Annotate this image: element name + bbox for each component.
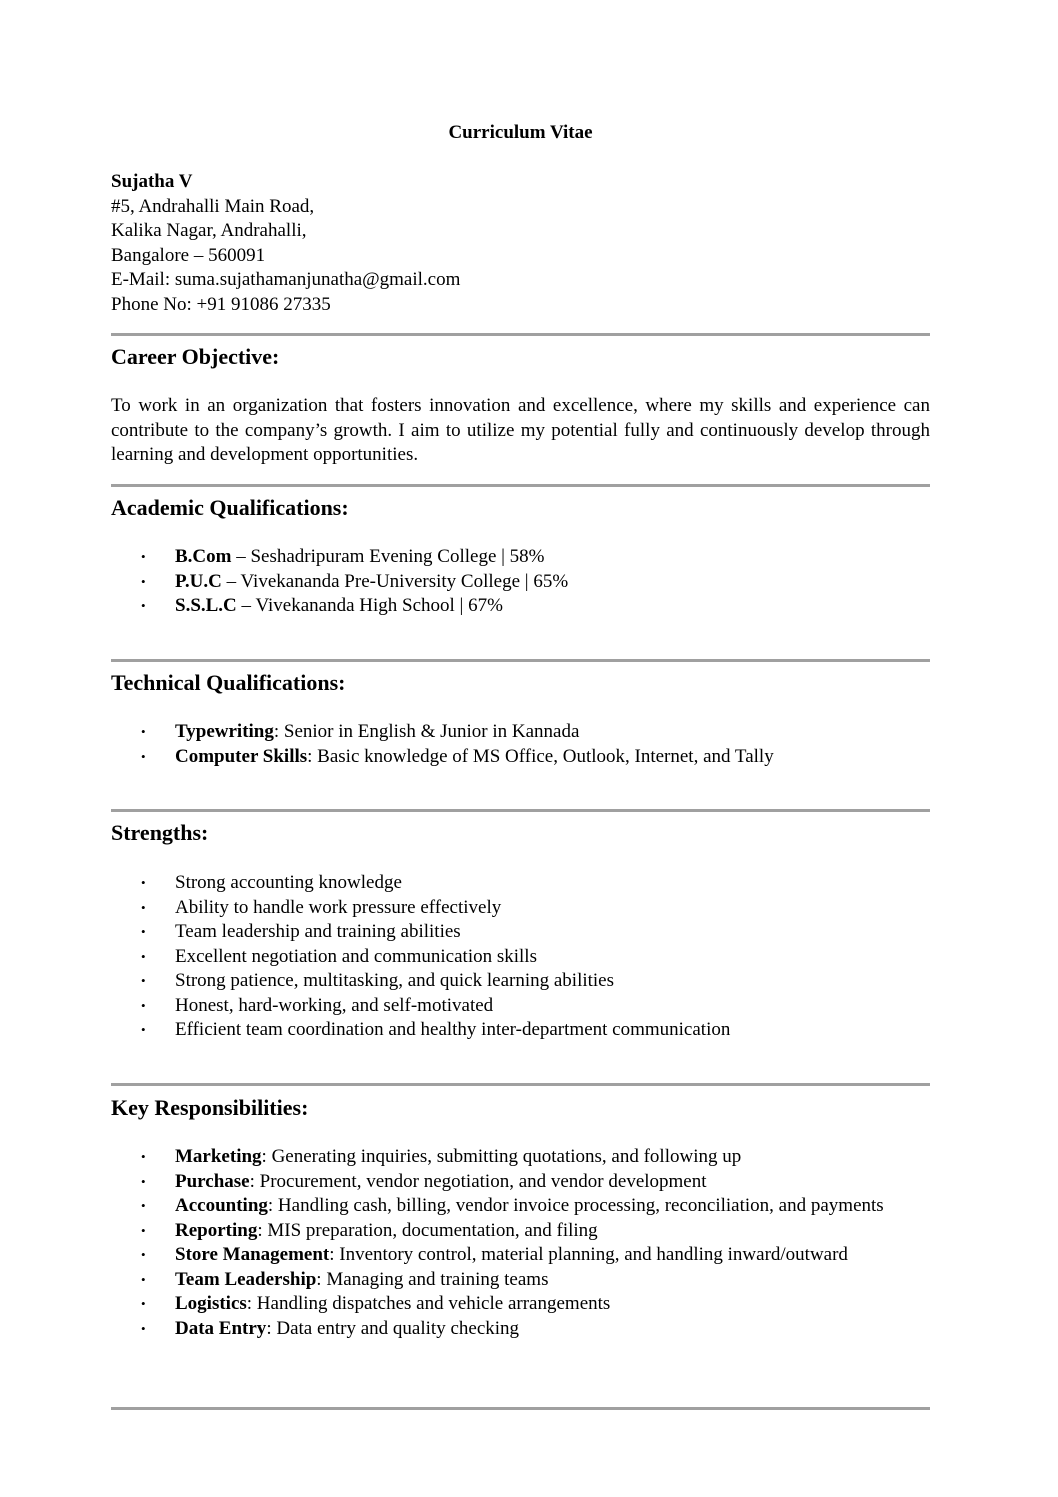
list-item-text: : Procurement, vendor negotiation, and vendor development	[249, 1170, 707, 1192]
career-objective-heading: Career Objective:	[111, 344, 280, 369]
bullet-icon: •	[141, 1271, 146, 1287]
bullet-icon: •	[141, 724, 146, 739]
list-item-label: B.Com	[175, 546, 232, 567]
list-item	[111, 896, 930, 921]
contact-block	[111, 170, 460, 317]
list-item-text: : Generating inquiries, submitting quotations, and following up	[261, 1146, 742, 1167]
list-item	[111, 945, 930, 970]
list-item-text: : Data entry and quality checking	[266, 1317, 520, 1339]
bullet-icon: •	[141, 973, 146, 988]
bullet-icon: •	[141, 1022, 146, 1037]
list-item-text: – Vivekananda Pre-University College | 65%	[221, 570, 569, 592]
address-line-2: Kalika Nagar, Andrahalli,	[111, 220, 307, 241]
list-item	[111, 1018, 930, 1043]
list-item-text: Efficient team coordination and healthy inter-department communication	[175, 1019, 731, 1040]
list-item	[111, 871, 930, 896]
list-item	[111, 994, 930, 1019]
strengths-list	[111, 871, 930, 1043]
bullet-icon: •	[141, 573, 146, 589]
bullet-icon: •	[141, 1296, 146, 1311]
bullet-icon: •	[141, 1198, 146, 1213]
list-item-label: Typewriting	[175, 721, 274, 742]
list-item-text: Team leadership and training abilities	[175, 921, 461, 942]
list-item-text: : MIS preparation, documentation, and filing	[257, 1219, 598, 1241]
bullet-icon: •	[141, 748, 146, 764]
list-item-label: S.S.L.C	[175, 595, 237, 616]
bullet-icon: •	[141, 1247, 146, 1262]
responsibilities-list	[111, 1145, 930, 1341]
bullet-icon: •	[141, 875, 146, 890]
academic-heading: Academic Qualifications:	[111, 495, 349, 520]
list-item	[111, 545, 930, 570]
list-item	[111, 1194, 930, 1219]
list-item-text: : Basic knowledge of MS Office, Outlook, Internet, and Tally	[307, 745, 774, 767]
bullet-icon: •	[141, 549, 146, 564]
section-divider	[111, 484, 930, 487]
bullet-icon: •	[141, 598, 146, 613]
list-item-label: Team Leadership	[175, 1268, 317, 1290]
bullet-icon: •	[141, 899, 146, 915]
list-item-label: Accounting	[175, 1195, 268, 1216]
list-item-text: Strong patience, multitasking, and quick learning abilities	[175, 970, 615, 991]
list-item-text: : Managing and training teams	[316, 1268, 549, 1290]
list-item	[111, 570, 930, 595]
address-line-1: #5, Andrahalli Main Road,	[111, 195, 315, 217]
strengths-heading: Strengths:	[111, 820, 209, 845]
list-item-label: Reporting	[175, 1219, 258, 1241]
list-item	[111, 1219, 930, 1244]
list-item-label: Computer Skills	[175, 745, 308, 767]
career-objective-text: To work in an organization that fosters innovation and excellence, where my skills and experience can contribute to the company’s growth. I aim to utilize my potential fully and continuously develop through learning and development opportunities.	[111, 395, 930, 465]
section-divider	[111, 1407, 930, 1410]
section-divider	[111, 659, 930, 662]
list-item	[111, 1317, 930, 1342]
list-item-label: Data Entry	[175, 1317, 267, 1339]
technical-heading: Technical Qualifications:	[111, 670, 346, 695]
list-item-label: P.U.C	[175, 570, 222, 592]
list-item-text: – Vivekananda High School | 67%	[236, 595, 503, 616]
list-item-text: Ability to handle work pressure effectively	[175, 896, 502, 918]
list-item-text: Honest, hard-working, and self-motivated	[175, 994, 494, 1016]
list-item-text: Strong accounting knowledge	[175, 872, 402, 893]
list-item	[111, 1268, 930, 1293]
bullet-icon: •	[141, 1149, 146, 1164]
list-item	[111, 969, 930, 994]
bullet-icon: •	[141, 997, 146, 1013]
list-item	[111, 594, 930, 619]
list-item	[111, 745, 930, 770]
list-item	[111, 1170, 930, 1195]
list-item	[111, 1292, 930, 1317]
section-divider	[111, 333, 930, 336]
document-title: Curriculum Vitae	[448, 122, 593, 143]
responsibilities-heading: Key Responsibilities:	[111, 1095, 309, 1120]
list-item-text: : Inventory control, material planning, and handling inward/outward	[329, 1244, 848, 1265]
bullet-icon: •	[141, 948, 146, 964]
list-item-label: Marketing	[175, 1146, 262, 1167]
academic-list	[111, 545, 930, 619]
list-item	[111, 720, 930, 745]
list-item	[111, 1145, 930, 1170]
candidate-name: Sujatha V	[111, 171, 193, 192]
bullet-icon: •	[141, 924, 146, 939]
email-line: E-Mail: suma.sujathamanjunatha@gmail.com	[111, 269, 461, 290]
technical-list	[111, 720, 930, 769]
list-item-text: : Senior in English & Junior in Kannada	[273, 721, 580, 742]
section-divider	[111, 1083, 930, 1086]
list-item-label: Purchase	[175, 1170, 250, 1192]
phone-line: Phone No: +91 91086 27335	[111, 293, 331, 315]
list-item-label: Store Management	[175, 1244, 330, 1265]
list-item-text: – Seshadripuram Evening College | 58%	[231, 546, 545, 567]
address-line-3: Bangalore – 560091	[111, 244, 266, 266]
list-item-text: : Handling dispatches and vehicle arrangements	[246, 1293, 611, 1314]
list-item	[111, 1243, 930, 1268]
list-item-text: : Handling cash, billing, vendor invoice processing, reconciliation, and payments	[267, 1195, 884, 1216]
list-item-text: Excellent negotiation and communication skills	[175, 945, 537, 967]
list-item-label: Logistics	[175, 1293, 247, 1314]
bullet-icon: •	[141, 1173, 146, 1189]
section-divider	[111, 809, 930, 812]
list-item	[111, 920, 930, 945]
bullet-icon: •	[141, 1320, 146, 1336]
bullet-icon: •	[141, 1222, 146, 1238]
